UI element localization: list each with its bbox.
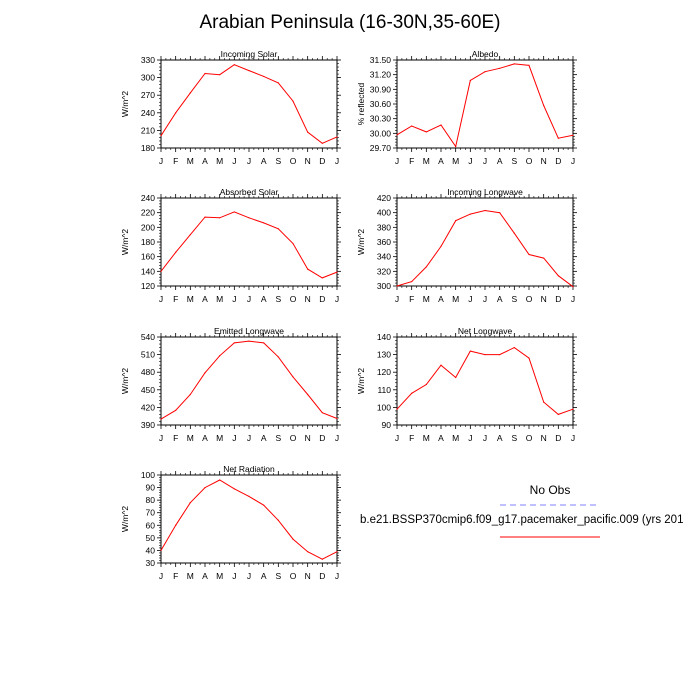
data-point (528, 65, 529, 66)
x-tick-label: A (260, 571, 267, 581)
x-tick-label: M (216, 571, 224, 581)
y-tick-label: 400 (376, 207, 391, 218)
x-tick-label: F (409, 294, 415, 304)
data-point (219, 479, 220, 480)
data-point (307, 132, 308, 133)
y-tick-label: 240 (140, 193, 155, 203)
data-point (160, 135, 161, 136)
x-tick-label: J (246, 571, 252, 581)
x-tick-label: O (525, 294, 533, 304)
x-tick-label: S (511, 294, 518, 304)
x-tick-label: M (216, 156, 224, 166)
x-tick-label: N (304, 156, 311, 166)
x-tick-label: F (409, 433, 415, 443)
data-point (160, 271, 161, 272)
data-point (204, 487, 205, 488)
x-tick-label: J (570, 433, 576, 443)
data-point (292, 243, 293, 244)
x-tick-label: A (438, 294, 444, 304)
x-tick-label: D (555, 156, 562, 166)
y-tick-label: 240 (140, 107, 155, 118)
data-point (175, 252, 176, 253)
data-point (248, 217, 249, 218)
x-tick-label: M (422, 433, 430, 443)
data-point (572, 409, 573, 410)
data-point (426, 266, 427, 267)
x-tick-label: J (482, 156, 488, 166)
y-tick-label: 420 (140, 402, 155, 413)
data-point (190, 502, 191, 503)
data-point (426, 384, 427, 385)
x-tick-label: O (289, 433, 297, 443)
x-tick-label: J (158, 294, 164, 304)
data-point (204, 216, 205, 217)
x-tick-label: J (158, 433, 164, 443)
y-tick-label: 160 (140, 251, 155, 262)
y-tick-label: 510 (140, 349, 155, 360)
panel-title: Albedo (471, 49, 499, 59)
data-point (292, 376, 293, 377)
y-tick-label: 330 (140, 55, 155, 65)
data-point (411, 125, 412, 126)
y-tick-label: 420 (376, 193, 391, 203)
x-tick-label: J (232, 294, 237, 304)
x-tick-label: J (232, 571, 237, 581)
data-point (322, 277, 323, 278)
x-tick-label: D (319, 571, 326, 581)
x-tick-label: J (394, 433, 400, 443)
data-point (263, 76, 264, 77)
data-point (499, 354, 500, 355)
x-tick-label: F (173, 156, 179, 166)
model-series-line (397, 211, 573, 287)
x-tick-label: A (438, 156, 444, 166)
x-tick-label: A (202, 433, 208, 443)
x-tick-label: O (289, 571, 297, 581)
x-tick-label: F (173, 433, 179, 443)
data-point (484, 354, 485, 355)
data-point (336, 551, 337, 552)
y-axis-label: W/m^2 (120, 367, 130, 395)
data-point (336, 136, 337, 137)
legend-obs-label: No Obs (529, 483, 571, 497)
x-tick-label: J (334, 294, 340, 304)
x-tick-label: J (468, 433, 473, 443)
data-point (190, 234, 191, 235)
x-tick-label: A (496, 156, 503, 166)
data-point (528, 254, 529, 255)
y-tick-label: 50 (145, 532, 155, 543)
data-point (514, 347, 515, 348)
data-point (411, 281, 412, 282)
data-point (470, 214, 471, 215)
y-axis-label: % reflected (356, 82, 366, 126)
x-tick-label: J (334, 571, 340, 581)
x-tick-label: J (482, 433, 488, 443)
x-tick-label: S (275, 294, 282, 304)
y-tick-label: 90 (145, 482, 155, 493)
data-point (292, 539, 293, 540)
data-point (411, 393, 412, 394)
y-tick-label: 100 (140, 470, 155, 480)
legend-model-label: b.e21.BSSP370cmip6.f09_g17.pacemaker_pacific.009 (yrs 201 (360, 514, 684, 526)
x-tick-label: J (246, 294, 252, 304)
model-series-line (161, 65, 337, 144)
x-tick-label: A (202, 571, 208, 581)
y-tick-label: 31.20 (369, 69, 391, 80)
x-tick-label: N (304, 433, 311, 443)
chart-panel-0 (120, 49, 341, 166)
data-point (499, 68, 500, 69)
data-point (263, 505, 264, 506)
data-point (307, 551, 308, 552)
x-tick-label: M (452, 433, 460, 443)
x-tick-label: M (452, 294, 460, 304)
data-point (248, 70, 249, 71)
x-tick-label: D (319, 294, 326, 304)
data-point (234, 64, 235, 65)
y-tick-label: 360 (376, 237, 391, 247)
data-point (572, 286, 573, 287)
chart-panel-6 (120, 464, 341, 581)
data-point (175, 525, 176, 526)
data-point (455, 377, 456, 378)
data-point (396, 285, 397, 286)
figure-title: Arabian Peninsula (16-30N,35-60E) (199, 12, 501, 33)
x-tick-label: A (202, 156, 208, 166)
data-point (440, 124, 441, 125)
x-tick-label: J (232, 433, 237, 443)
panel-title: Net Longwave (457, 326, 513, 336)
y-tick-label: 100 (376, 402, 391, 413)
plot-frame (397, 60, 573, 148)
data-point (248, 496, 249, 497)
x-tick-label: O (289, 156, 297, 166)
data-point (440, 246, 441, 247)
model-series-line (161, 480, 337, 559)
data-point (175, 112, 176, 113)
data-point (499, 212, 500, 213)
data-point (278, 356, 279, 357)
x-tick-label: J (246, 156, 252, 166)
data-point (204, 73, 205, 74)
model-series-line (161, 212, 337, 278)
plot-frame (397, 337, 573, 425)
data-point (190, 394, 191, 395)
x-tick-label: D (555, 294, 562, 304)
x-tick-label: M (422, 294, 430, 304)
data-point (160, 550, 161, 551)
y-tick-label: 540 (140, 332, 155, 342)
data-point (470, 80, 471, 81)
x-tick-label: A (496, 294, 503, 304)
x-tick-label: O (525, 156, 533, 166)
data-point (455, 220, 456, 221)
y-tick-label: 270 (140, 90, 155, 101)
data-point (234, 211, 235, 212)
y-axis-label: W/m^2 (356, 367, 366, 395)
x-tick-label: S (275, 571, 282, 581)
x-tick-label: J (570, 156, 576, 166)
data-point (263, 342, 264, 343)
x-tick-label: D (319, 156, 326, 166)
data-point (278, 82, 279, 83)
x-tick-label: S (275, 433, 282, 443)
data-point (514, 63, 515, 64)
y-tick-label: 30 (145, 558, 155, 568)
data-point (278, 228, 279, 229)
x-tick-label: J (334, 433, 340, 443)
x-tick-label: J (394, 156, 400, 166)
y-tick-label: 80 (145, 495, 155, 506)
data-point (396, 409, 397, 410)
y-axis-label: W/m^2 (120, 505, 130, 533)
chart-panel-5 (356, 326, 577, 443)
data-point (470, 350, 471, 351)
data-point (484, 71, 485, 72)
data-point (175, 410, 176, 411)
y-tick-label: 480 (140, 367, 155, 378)
plot-frame (161, 198, 337, 286)
y-tick-label: 450 (140, 384, 155, 395)
x-tick-label: N (304, 571, 311, 581)
y-tick-label: 120 (376, 367, 391, 378)
x-tick-label: J (246, 433, 252, 443)
data-point (322, 412, 323, 413)
data-point (248, 341, 249, 342)
panel-title: Absorbed Solar (219, 187, 279, 197)
x-tick-label: J (482, 294, 488, 304)
y-axis-label: W/m^2 (120, 228, 130, 256)
y-tick-label: 30.60 (369, 99, 391, 109)
x-tick-label: N (540, 294, 547, 304)
data-point (426, 131, 427, 132)
x-tick-label: A (438, 433, 444, 443)
x-tick-label: M (186, 433, 194, 443)
x-tick-label: J (158, 571, 164, 581)
model-series-line (397, 348, 573, 415)
y-tick-label: 220 (140, 207, 155, 218)
y-tick-label: 29.70 (369, 143, 391, 153)
x-tick-label: O (289, 294, 297, 304)
x-tick-label: S (511, 433, 518, 443)
x-tick-label: N (540, 433, 547, 443)
y-tick-label: 210 (140, 125, 155, 136)
x-tick-label: F (173, 294, 179, 304)
data-point (558, 414, 559, 415)
x-tick-label: O (525, 433, 533, 443)
chart-panel-1 (356, 49, 577, 166)
y-tick-label: 140 (376, 332, 391, 342)
y-tick-label: 180 (140, 237, 155, 247)
data-point (543, 105, 544, 106)
y-axis-label: W/m^2 (356, 228, 366, 256)
plot-frame (161, 475, 337, 563)
data-point (558, 138, 559, 139)
panel-title: Emitted Longwave (214, 326, 284, 336)
y-tick-label: 31.50 (369, 55, 391, 65)
y-tick-label: 110 (377, 384, 391, 395)
y-tick-label: 390 (140, 420, 155, 430)
x-tick-label: J (158, 156, 164, 166)
x-tick-label: J (334, 156, 340, 166)
x-tick-label: A (202, 294, 208, 304)
data-point (204, 372, 205, 373)
x-tick-label: M (186, 294, 194, 304)
x-tick-label: A (496, 433, 503, 443)
data-point (263, 222, 264, 223)
y-tick-label: 380 (376, 222, 391, 233)
x-tick-label: M (216, 433, 224, 443)
chart-panel-3 (356, 187, 577, 304)
y-tick-label: 140 (140, 266, 155, 277)
x-tick-label: M (452, 156, 460, 166)
data-point (307, 394, 308, 395)
data-point (219, 355, 220, 356)
y-tick-label: 30.30 (369, 113, 391, 124)
y-tick-label: 300 (140, 72, 155, 83)
x-tick-label: J (468, 156, 473, 166)
y-tick-label: 340 (376, 251, 391, 262)
data-point (278, 520, 279, 521)
y-tick-label: 300 (376, 281, 391, 291)
y-tick-label: 320 (376, 266, 391, 277)
y-tick-label: 30.00 (369, 128, 391, 139)
data-point (219, 217, 220, 218)
data-point (514, 233, 515, 234)
x-tick-label: N (304, 294, 311, 304)
plot-frame (397, 198, 573, 286)
x-tick-label: A (260, 433, 267, 443)
y-tick-label: 180 (140, 143, 155, 153)
data-point (322, 559, 323, 560)
x-tick-label: J (394, 294, 400, 304)
x-tick-label: S (275, 156, 282, 166)
data-point (543, 402, 544, 403)
data-point (558, 275, 559, 276)
data-point (234, 342, 235, 343)
chart-panel-2 (120, 187, 341, 304)
data-point (455, 146, 456, 147)
x-tick-label: F (173, 571, 179, 581)
data-point (572, 135, 573, 136)
data-point (234, 488, 235, 489)
x-tick-label: A (260, 294, 267, 304)
y-tick-label: 30.90 (369, 84, 391, 95)
data-point (484, 210, 485, 211)
model-series-line (397, 64, 573, 147)
x-tick-label: J (570, 294, 576, 304)
data-point (543, 258, 544, 259)
data-point (307, 269, 308, 270)
y-tick-label: 70 (145, 507, 155, 518)
x-tick-label: M (216, 294, 224, 304)
y-tick-label: 90 (381, 420, 391, 430)
panel-title: Incoming Solar (220, 49, 278, 59)
data-point (160, 419, 161, 420)
y-tick-label: 120 (140, 281, 155, 291)
data-point (440, 365, 441, 366)
y-tick-label: 60 (145, 520, 155, 531)
y-tick-label: 130 (376, 349, 391, 360)
x-tick-label: A (260, 156, 267, 166)
x-tick-label: J (468, 294, 473, 304)
model-series-line (161, 341, 337, 419)
x-tick-label: N (540, 156, 547, 166)
chart-panel-4 (120, 326, 341, 443)
x-tick-label: M (186, 156, 194, 166)
x-tick-label: D (555, 433, 562, 443)
data-point (322, 143, 323, 144)
data-point (292, 100, 293, 101)
panel-title: Net Radiation (223, 464, 275, 474)
plot-frame (161, 337, 337, 425)
data-point (336, 271, 337, 272)
data-point (528, 358, 529, 359)
y-axis-label: W/m^2 (120, 90, 130, 118)
x-tick-label: D (319, 433, 326, 443)
data-point (336, 418, 337, 419)
y-tick-label: 40 (145, 545, 155, 556)
x-tick-label: F (409, 156, 415, 166)
x-tick-label: M (186, 571, 194, 581)
data-point (219, 74, 220, 75)
panel-title: Incoming Longwave (447, 187, 523, 197)
x-tick-label: J (232, 156, 237, 166)
x-tick-label: M (422, 156, 430, 166)
y-tick-label: 200 (140, 222, 155, 233)
data-point (190, 92, 191, 93)
data-point (396, 134, 397, 135)
x-tick-label: S (511, 156, 518, 166)
